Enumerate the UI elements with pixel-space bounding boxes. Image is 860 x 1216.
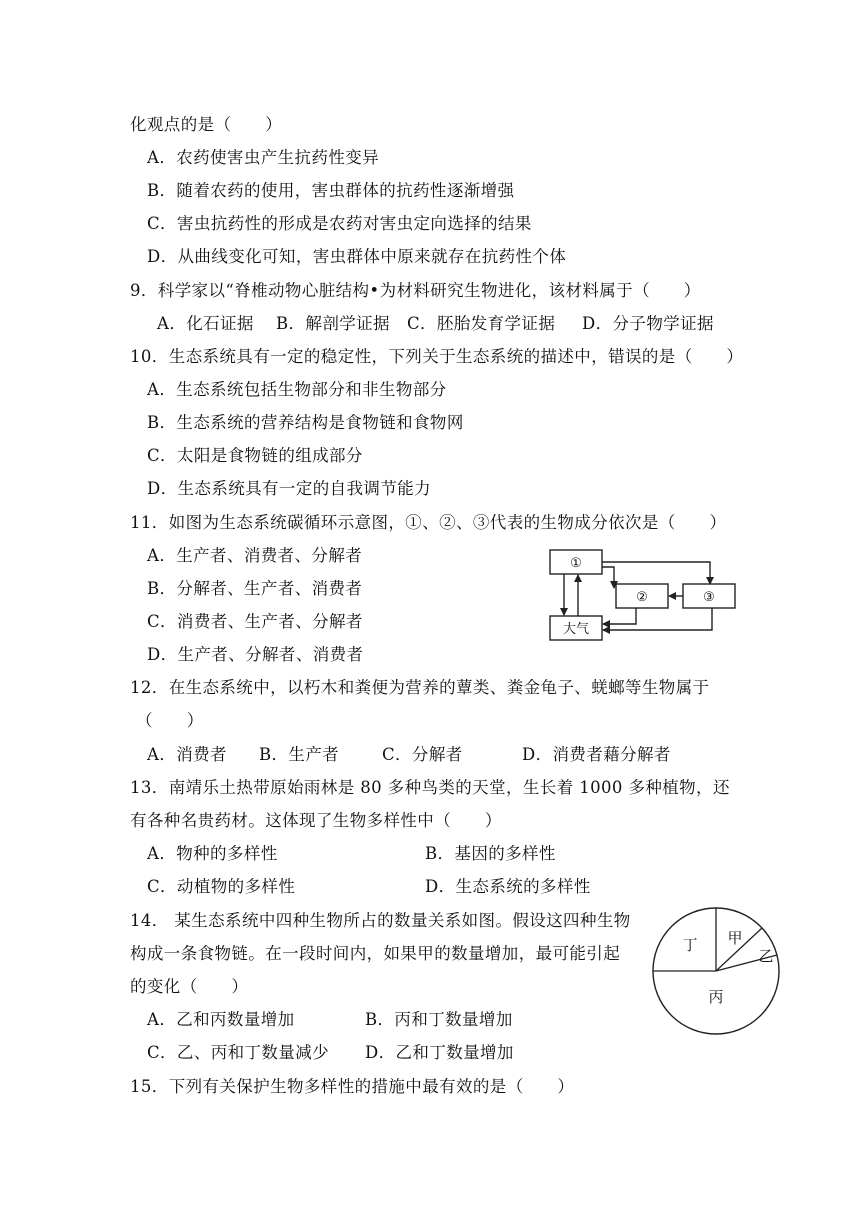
pie-label-bing: 丙 (708, 988, 724, 1006)
q8-stem-tail: 化观点的是（ ） (130, 115, 283, 134)
q11-option-a: A．生产者、消费者、分解者 (147, 546, 363, 565)
q8-option-a: A．农药使害虫产生抗药性变异 (147, 148, 380, 167)
pie-label-jia: 甲 (727, 929, 743, 947)
q10-option-a: A．生态系统包括生物部分和非生物部分 (147, 380, 447, 399)
q13-option-d: D．生态系统的多样性 (425, 877, 591, 896)
q14-option-a: A．乙和丙数量增加 (147, 1010, 295, 1029)
q12-option-a: A．消费者 (147, 745, 227, 764)
pie-label-yi: 乙 (758, 947, 774, 965)
q14-stem: 14． 某生态系统中四种生物所占的数量关系如图。假设这四种生物 (130, 911, 631, 930)
q14-option-d: D．乙和丁数量增加 (365, 1043, 514, 1062)
q9-option-c: C．胚胎发育学证据 (407, 314, 556, 333)
q9-option-b: B．解剖学证据 (276, 314, 390, 333)
q11-option-b: B．分解者、生产者、消费者 (147, 579, 363, 598)
q9-options (0, 313, 860, 335)
q13-stem: 13．南靖乐土热带原始雨林是 80 多种鸟类的天堂，生长着 1000 多种植物，还 (130, 778, 730, 797)
q12-option-b: B．生产者 (259, 745, 340, 764)
q10-option-b: B．生态系统的营养结构是食物链和食物网 (147, 413, 464, 432)
q9-option-a: A．化石证据 (157, 314, 254, 333)
q10-option-c: C．太阳是食物链的组成部分 (147, 446, 363, 465)
pie-label-ding: 丁 (682, 936, 698, 954)
q8-option-d: D．从曲线变化可知，害虫群体中原来就存在抗药性个体 (147, 247, 567, 266)
q14-option-c: C．乙、丙和丁数量减少 (147, 1043, 330, 1062)
population-pie-diagram (650, 905, 784, 1039)
q11-option-c: C．消费者、生产者、分解者 (147, 612, 363, 631)
q12-option-c: C．分解者 (382, 745, 463, 764)
q14-option-b: B．丙和丁数量增加 (365, 1010, 513, 1029)
q13-stem-cont: 有各种名贵药材。这体现了生物多样性中（ ） (130, 811, 502, 830)
atmosphere-label: 大气 (562, 622, 590, 637)
q10-stem: 10．生态系统具有一定的稳定性，下列关于生态系统的描述中，错误的是（ ） (130, 347, 744, 366)
box-1-label: ① (570, 556, 582, 571)
q12-stem-cont: （ ） (136, 711, 204, 730)
q12-options (0, 744, 860, 766)
q12-option-d: D．消费者藉分解者 (522, 745, 671, 764)
q14-stem-cont-2: 的变化（ ） (130, 977, 249, 996)
q12-stem: 12．在生态系统中，以朽木和粪便为营养的蕈类、粪金龟子、蜣螂等生物属于 (130, 678, 710, 697)
q8-option-c: C．害虫抗药性的形成是农药对害虫定向选择的结果 (147, 214, 532, 233)
box-3-label: ③ (703, 590, 715, 605)
q14-stem-cont-1: 构成一条食物链。在一段时间内，如果甲的数量增加，最可能引起 (130, 944, 621, 963)
q15-stem: 15．下列有关保护生物多样性的措施中最有效的是（ ） (130, 1077, 575, 1096)
q8-option-b: B．随着农药的使用，害虫群体的抗药性逐渐增强 (147, 181, 515, 200)
q11-option-d: D．生产者、分解者、消费者 (147, 645, 364, 664)
box-2-label: ② (636, 590, 648, 605)
q9-stem: 9．科学家以“脊椎动物心脏结构•为材料研究生物进化，该材料属于（ ） (130, 281, 701, 300)
q13-option-a: A．物种的多样性 (147, 844, 278, 863)
carbon-cycle-diagram (540, 540, 740, 646)
q10-option-d: D．生态系统具有一定的自我调节能力 (147, 479, 432, 498)
q13-option-b: B．基因的多样性 (425, 844, 556, 863)
q11-stem: 11．如图为生态系统碳循环示意图，①、②、③代表的生物成分依次是（ ） (130, 513, 727, 532)
q9-option-d: D．分子物学证据 (582, 314, 714, 333)
q13-option-c: C．动植物的多样性 (147, 877, 296, 896)
